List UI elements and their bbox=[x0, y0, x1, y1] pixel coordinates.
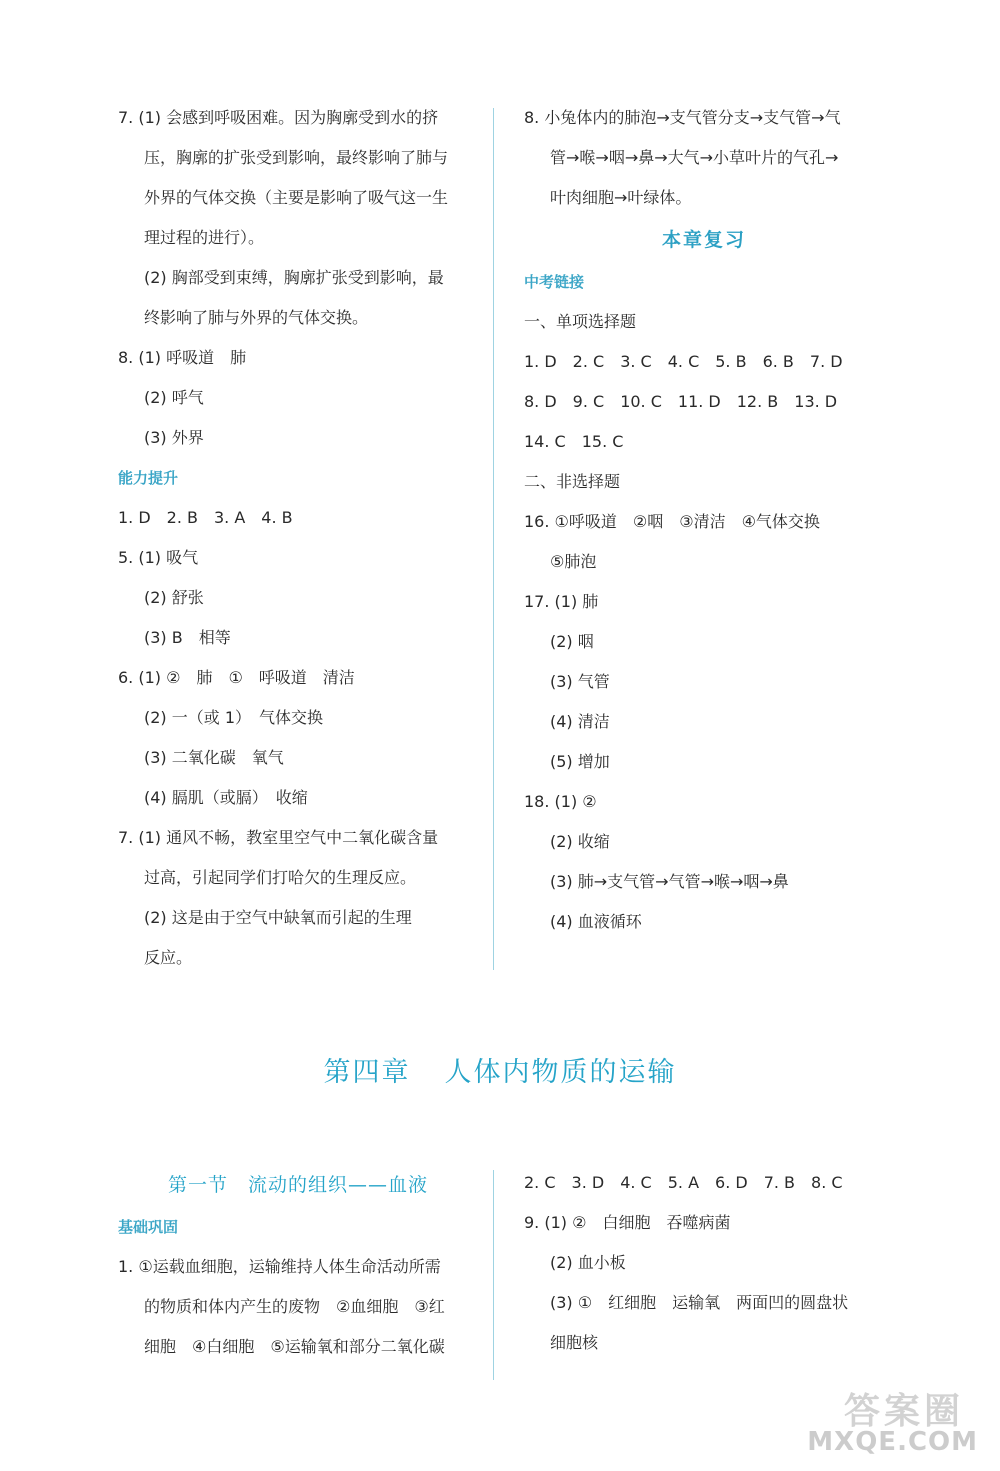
section-title: 第一节 流动的组织——血液 bbox=[167, 1174, 428, 1196]
answer-line: 8. (1) 呼吸道 肺 bbox=[118, 348, 247, 367]
answer-line: 2. C 3. D 4. C 5. A 6. D 7. B 8. C bbox=[524, 1173, 843, 1192]
answer-line: (3) 肺→支气管→气管→喉→咽→鼻 bbox=[550, 872, 789, 891]
column-divider bbox=[493, 1170, 494, 1380]
top-left-column bbox=[118, 98, 478, 978]
answer-line: (2) 舒张 bbox=[144, 588, 204, 607]
chapter-name: 人体内物质的运输 bbox=[444, 1057, 677, 1088]
answer-line: 叶肉细胞→叶绿体。 bbox=[550, 188, 692, 207]
answer-line: (3) ① 红细胞 运输氧 两面凹的圆盘状 bbox=[550, 1293, 849, 1312]
chapter-review-title: 本章复习 bbox=[661, 229, 746, 251]
chapter-number: 第四章 bbox=[323, 1057, 411, 1088]
bottom-right-column bbox=[524, 1163, 884, 1363]
answer-line: (2) 这是由于空气中缺氧而引起的生理 bbox=[144, 908, 412, 927]
answer-line: (2) 收缩 bbox=[550, 832, 610, 851]
watermark bbox=[807, 1383, 984, 1463]
answer-line: 的物质和体内产生的废物 ②血细胞 ③红 bbox=[144, 1297, 445, 1316]
ability-heading: 能力提升 bbox=[118, 469, 179, 487]
answer-line: (2) 胸部受到束缚，胸廓扩张受到影响，最 bbox=[144, 268, 444, 287]
answer-line: 压，胸廓的扩张受到影响，最终影响了肺与 bbox=[144, 148, 449, 167]
answer-line: 1. ①运载血细胞，运输维持人体生命活动所需 bbox=[118, 1257, 441, 1276]
answer-line: ⑤肺泡 bbox=[550, 552, 597, 571]
answer-line: (3) B 相等 bbox=[144, 628, 231, 647]
answer-line: 7. (1) 会感到呼吸困难。因为胸廓受到水的挤 bbox=[118, 108, 439, 127]
exam-link-heading: 中考链接 bbox=[524, 273, 585, 291]
answer-line: 17. (1) 肺 bbox=[524, 592, 599, 611]
answer-line: 1. D 2. C 3. C 4. C 5. B 6. B 7. D bbox=[524, 352, 843, 371]
answer-line: 终影响了肺与外界的气体交换。 bbox=[144, 308, 369, 327]
answer-line: (3) 二氧化碳 氧气 bbox=[144, 748, 284, 767]
answer-line: 外界的气体交换（主要是影响了吸气这一生 bbox=[144, 188, 449, 207]
answer-line: 5. (1) 吸气 bbox=[118, 548, 199, 567]
answer-line: (3) 外界 bbox=[144, 428, 204, 447]
column-divider bbox=[493, 108, 494, 970]
watermark-cn: 答案圈 bbox=[843, 1391, 964, 1432]
answer-line: 8. D 9. C 10. C 11. D 12. B 13. D bbox=[524, 392, 838, 411]
answer-line: (2) 一（或 1） 气体交换 bbox=[144, 708, 324, 727]
answer-line: (2) 血小板 bbox=[550, 1253, 626, 1272]
answer-line: 7. (1) 通风不畅，教室里空气中二氧化碳含量 bbox=[118, 828, 439, 847]
answer-line: (4) 膈肌（或膈） 收缩 bbox=[144, 788, 308, 807]
answer-line: (4) 血液循环 bbox=[550, 912, 642, 931]
answer-line: 细胞 ④白细胞 ⑤运输氧和部分二氧化碳 bbox=[144, 1337, 445, 1356]
answer-line: 18. (1) ② bbox=[524, 792, 597, 811]
answer-line: 过高，引起同学们打哈欠的生理反应。 bbox=[144, 868, 417, 887]
watermark-en: MXQE.COM bbox=[807, 1427, 978, 1457]
answer-line: (3) 气管 bbox=[550, 672, 610, 691]
answer-line: (2) 呼气 bbox=[144, 388, 204, 407]
answer-line: 反应。 bbox=[144, 948, 193, 967]
answer-line: 管→喉→咽→鼻→大气→小草叶片的气孔→ bbox=[550, 148, 839, 167]
answer-line: 一、单项选择题 bbox=[524, 312, 637, 331]
top-right-column bbox=[524, 98, 884, 942]
answer-line: 6. (1) ② 肺 ① 呼吸道 清洁 bbox=[118, 668, 355, 687]
answer-line: 二、非选择题 bbox=[524, 472, 621, 491]
basic-heading: 基础巩固 bbox=[118, 1218, 179, 1236]
answer-line: (5) 增加 bbox=[550, 752, 610, 771]
answer-line: 14. C 15. C bbox=[524, 432, 624, 451]
answer-line: 细胞核 bbox=[550, 1333, 599, 1352]
chapter-title bbox=[0, 1050, 1000, 1089]
answer-line: 8. 小兔体内的肺泡→支气管分支→支气管→气 bbox=[524, 108, 841, 127]
answer-line: 16. ①呼吸道 ②咽 ③清洁 ④气体交换 bbox=[524, 512, 820, 531]
answer-line: 9. (1) ② 白细胞 吞噬病菌 bbox=[524, 1213, 731, 1232]
answer-line: (2) 咽 bbox=[550, 632, 594, 651]
answer-line: (4) 清洁 bbox=[550, 712, 610, 731]
bottom-left-column bbox=[118, 1163, 478, 1367]
answer-line: 理过程的进行）。 bbox=[144, 228, 265, 247]
answer-line: 1. D 2. B 3. A 4. B bbox=[118, 508, 293, 527]
